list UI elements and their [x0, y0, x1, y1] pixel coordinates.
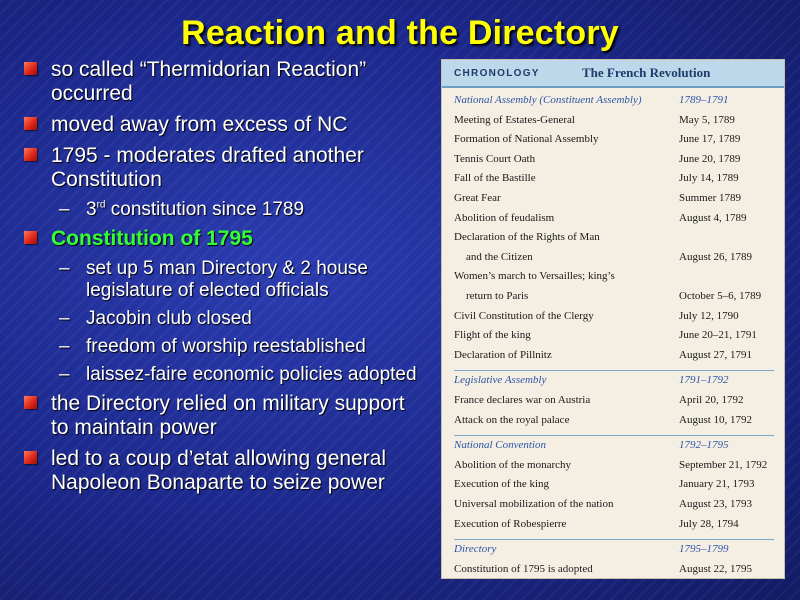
sub-bullet-text: laissez-faire economic policies adopted — [86, 364, 417, 385]
event-name: Civil Constitution of the Clergy — [454, 309, 594, 322]
section-name: National Assembly (Constituent Assembly) — [454, 94, 642, 106]
bullet-text: 1795 - moderates drafted another Constitution — [51, 144, 364, 191]
sub-bullet-item — [22, 199, 417, 221]
bullet-text: Constitution of 1795 — [51, 227, 253, 250]
section-name: Directory — [454, 543, 497, 556]
event-date: June 20, 1789 — [679, 152, 741, 165]
sub-bullet-text: set up 5 man Directory & 2 house legislature of elected officials — [86, 258, 368, 301]
square-bullet-icon — [24, 451, 37, 464]
event-date: September 21, 1792 — [679, 458, 768, 471]
event-date: August 27, 1791 — [679, 348, 753, 361]
event-name: Execution of the king — [454, 478, 550, 491]
slide-title: Reaction and the Directory — [181, 14, 619, 52]
section-divider — [454, 539, 774, 540]
chronology-title: The French Revolution — [582, 65, 711, 80]
section-name: Legislative Assembly — [454, 374, 547, 387]
bullet-item — [22, 392, 417, 440]
bullet-text: the Directory relied on military support to maintain power — [51, 392, 405, 439]
square-bullet-icon — [24, 396, 37, 409]
sub-bullet-item — [22, 258, 417, 302]
section-name: National Convention — [454, 439, 546, 452]
event-name: Universal mobilization of the nation — [454, 498, 614, 510]
event-date: August 10, 1792 — [679, 413, 753, 426]
event-date: April 20, 1792 — [679, 394, 744, 406]
event-date: June 17, 1789 — [679, 133, 741, 146]
event-name: Great Fear — [454, 192, 501, 204]
event-name: Execution of Robespierre — [454, 517, 567, 530]
event-name: Women’s march to Versailles; king’s — [454, 270, 615, 283]
dash-bullet-icon: – — [59, 336, 70, 357]
sub-bullet-item — [22, 336, 417, 358]
event-date: August 23, 1793 — [679, 498, 753, 510]
bullet-list — [22, 58, 417, 502]
sub-bullet-text: freedom of worship reestablished — [86, 336, 366, 357]
bullet-text: moved away from excess of NC — [51, 113, 348, 136]
event-name: and the Citizen — [466, 250, 533, 263]
square-bullet-icon — [24, 62, 37, 75]
dash-bullet-icon: – — [59, 199, 70, 220]
event-date: June 20–21, 1791 — [679, 329, 757, 342]
dash-bullet-icon: – — [59, 308, 70, 329]
event-name: France declares war on Austria — [454, 394, 591, 406]
event-name: Flight of the king — [454, 329, 531, 342]
sub-bullet-item — [22, 364, 417, 386]
event-date: August 4, 1789 — [679, 211, 747, 224]
event-date: August 22, 1795 — [679, 562, 753, 575]
event-date: May 5, 1789 — [679, 113, 735, 126]
event-name: return to Paris — [466, 290, 529, 302]
event-name: Tennis Court Oath — [454, 152, 536, 165]
bullet-item — [22, 447, 417, 495]
bullet-item — [22, 58, 417, 106]
dash-bullet-icon: – — [59, 258, 70, 279]
event-name: Formation of National Assembly — [454, 133, 599, 146]
chronology-tag: CHRONOLOGY — [454, 68, 540, 79]
sub-bullet-text: 3rd constitution since 1789 — [86, 199, 305, 220]
sub-bullet-item — [22, 308, 417, 330]
event-name: Declaration of the Rights of Man — [454, 231, 600, 244]
section-range: 1789–1791 — [679, 94, 729, 106]
section-range: 1795–1799 — [679, 543, 729, 556]
event-name: Constitution of 1795 is adopted — [454, 562, 593, 575]
chronology-table — [442, 60, 784, 578]
event-date: July 14, 1789 — [679, 172, 739, 185]
event-name: Abolition of feudalism — [454, 211, 555, 224]
event-name: Fall of the Bastille — [454, 172, 536, 185]
bullet-text: led to a coup d’etat allowing general Napoleon Bonaparte to seize power — [51, 447, 387, 494]
event-date: July 28, 1794 — [679, 517, 739, 530]
section-divider — [454, 370, 774, 371]
dash-bullet-icon: – — [59, 364, 70, 385]
event-date: Summer 1789 — [679, 192, 742, 204]
bullet-item — [22, 113, 417, 137]
square-bullet-icon — [24, 117, 37, 130]
square-bullet-icon — [24, 148, 37, 161]
bullet-text: so called “Thermidorian Reaction” occurred — [51, 58, 367, 105]
bullet-item — [22, 144, 417, 192]
section-divider — [454, 435, 774, 436]
event-date: July 12, 1790 — [679, 309, 739, 322]
event-date: January 21, 1793 — [679, 478, 755, 491]
square-bullet-icon — [24, 231, 37, 244]
event-name: Declaration of Pillnitz — [454, 348, 552, 361]
event-name: Abolition of the monarchy — [454, 458, 572, 471]
chronology-header — [442, 60, 784, 88]
event-date: October 5–6, 1789 — [679, 290, 762, 302]
sub-bullet-text: Jacobin club closed — [86, 308, 252, 329]
section-range: 1792–1795 — [679, 439, 729, 452]
event-name: Attack on the royal palace — [454, 413, 570, 426]
event-name: Meeting of Estates-General — [454, 113, 575, 126]
event-date: August 26, 1789 — [679, 250, 753, 263]
section-range: 1791–1792 — [679, 374, 729, 387]
bullet-item-highlight — [22, 227, 417, 251]
